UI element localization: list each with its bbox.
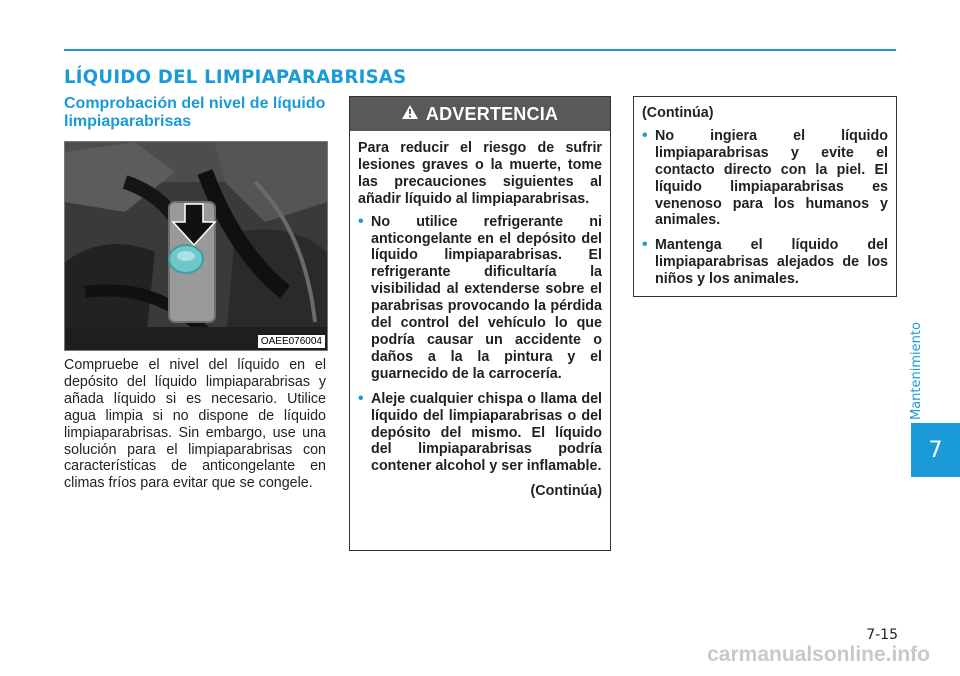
continued-bullet: • Mantenga el líquido del limpiaparabrisas alejados de los niños y los animales. <box>642 237 888 288</box>
continued-heading: (Continúa) <box>642 105 714 121</box>
top-rule <box>64 49 896 51</box>
watermark: carmanualsonline.info <box>707 643 930 666</box>
continued-bullet-list <box>642 128 888 288</box>
warning-bullet-list <box>358 214 602 476</box>
body-text: Compruebe el nivel del líquido en el depósito del líquido limpiaparabrisas y añada líquido si es necesario. Utilice agua limpia si no dispone de líquido limpiaparabrisas. Sin embargo, use una solución para el limpiaparabrisas con características de anticongelante en climas fríos para evitar que se congele. <box>64 357 326 492</box>
photo-code: OAEE076004 <box>258 335 325 348</box>
subheading: Comprobación del nivel de líquido limpiaparabrisas <box>64 95 326 130</box>
warning-header <box>350 97 610 131</box>
continued-body <box>634 97 896 288</box>
engine-bay-photo <box>64 141 328 351</box>
warning-bullet: • No utilice refrigerante ni anticongelante en el depósito del líquido limpiaparabrisas. El refrigerante dificultaría la visibilidad al extenderse sobre el parabrisas provocando la pérdida del control del vehículo lo que podría causar un accidente o daños a la la pintura y el guarnecido de la carrocería. <box>358 214 602 383</box>
chapter-label: Mantenimiento <box>909 322 924 420</box>
warning-intro: Para reducir el riesgo de sufrir lesiones graves o la muerte, tome las precauciones siguientes al añadir líquido al limpiaparabrisas. <box>358 140 602 207</box>
continued-box <box>633 96 897 297</box>
warning-box <box>349 96 611 551</box>
page-number: 7-15 <box>866 627 898 643</box>
engine-bay-illustration <box>65 142 327 350</box>
continued-bullet: • No ingiera el líquido limpiaparabrisas y evite el contacto directo con la piel. El líquido limpiaparabrisas es venenoso para los humanos y animales. <box>642 128 888 229</box>
warning-bullet: • Aleje cualquier chispa o llama del líquido del limpiaparabrisas o del depósito del mismo. El líquido del limpiaparabrisas podría contener alcohol y ser inflamable. <box>358 391 602 476</box>
warning-continued-label: (Continúa) <box>530 483 602 500</box>
warning-body <box>350 131 610 500</box>
warning-triangle-icon <box>402 105 418 124</box>
section-title: LÍQUIDO DEL LIMPIAPARABRISAS <box>64 66 407 88</box>
warning-title: ADVERTENCIA <box>425 103 559 124</box>
chapter-tab <box>911 423 960 477</box>
chapter-number: 7 <box>928 437 943 463</box>
